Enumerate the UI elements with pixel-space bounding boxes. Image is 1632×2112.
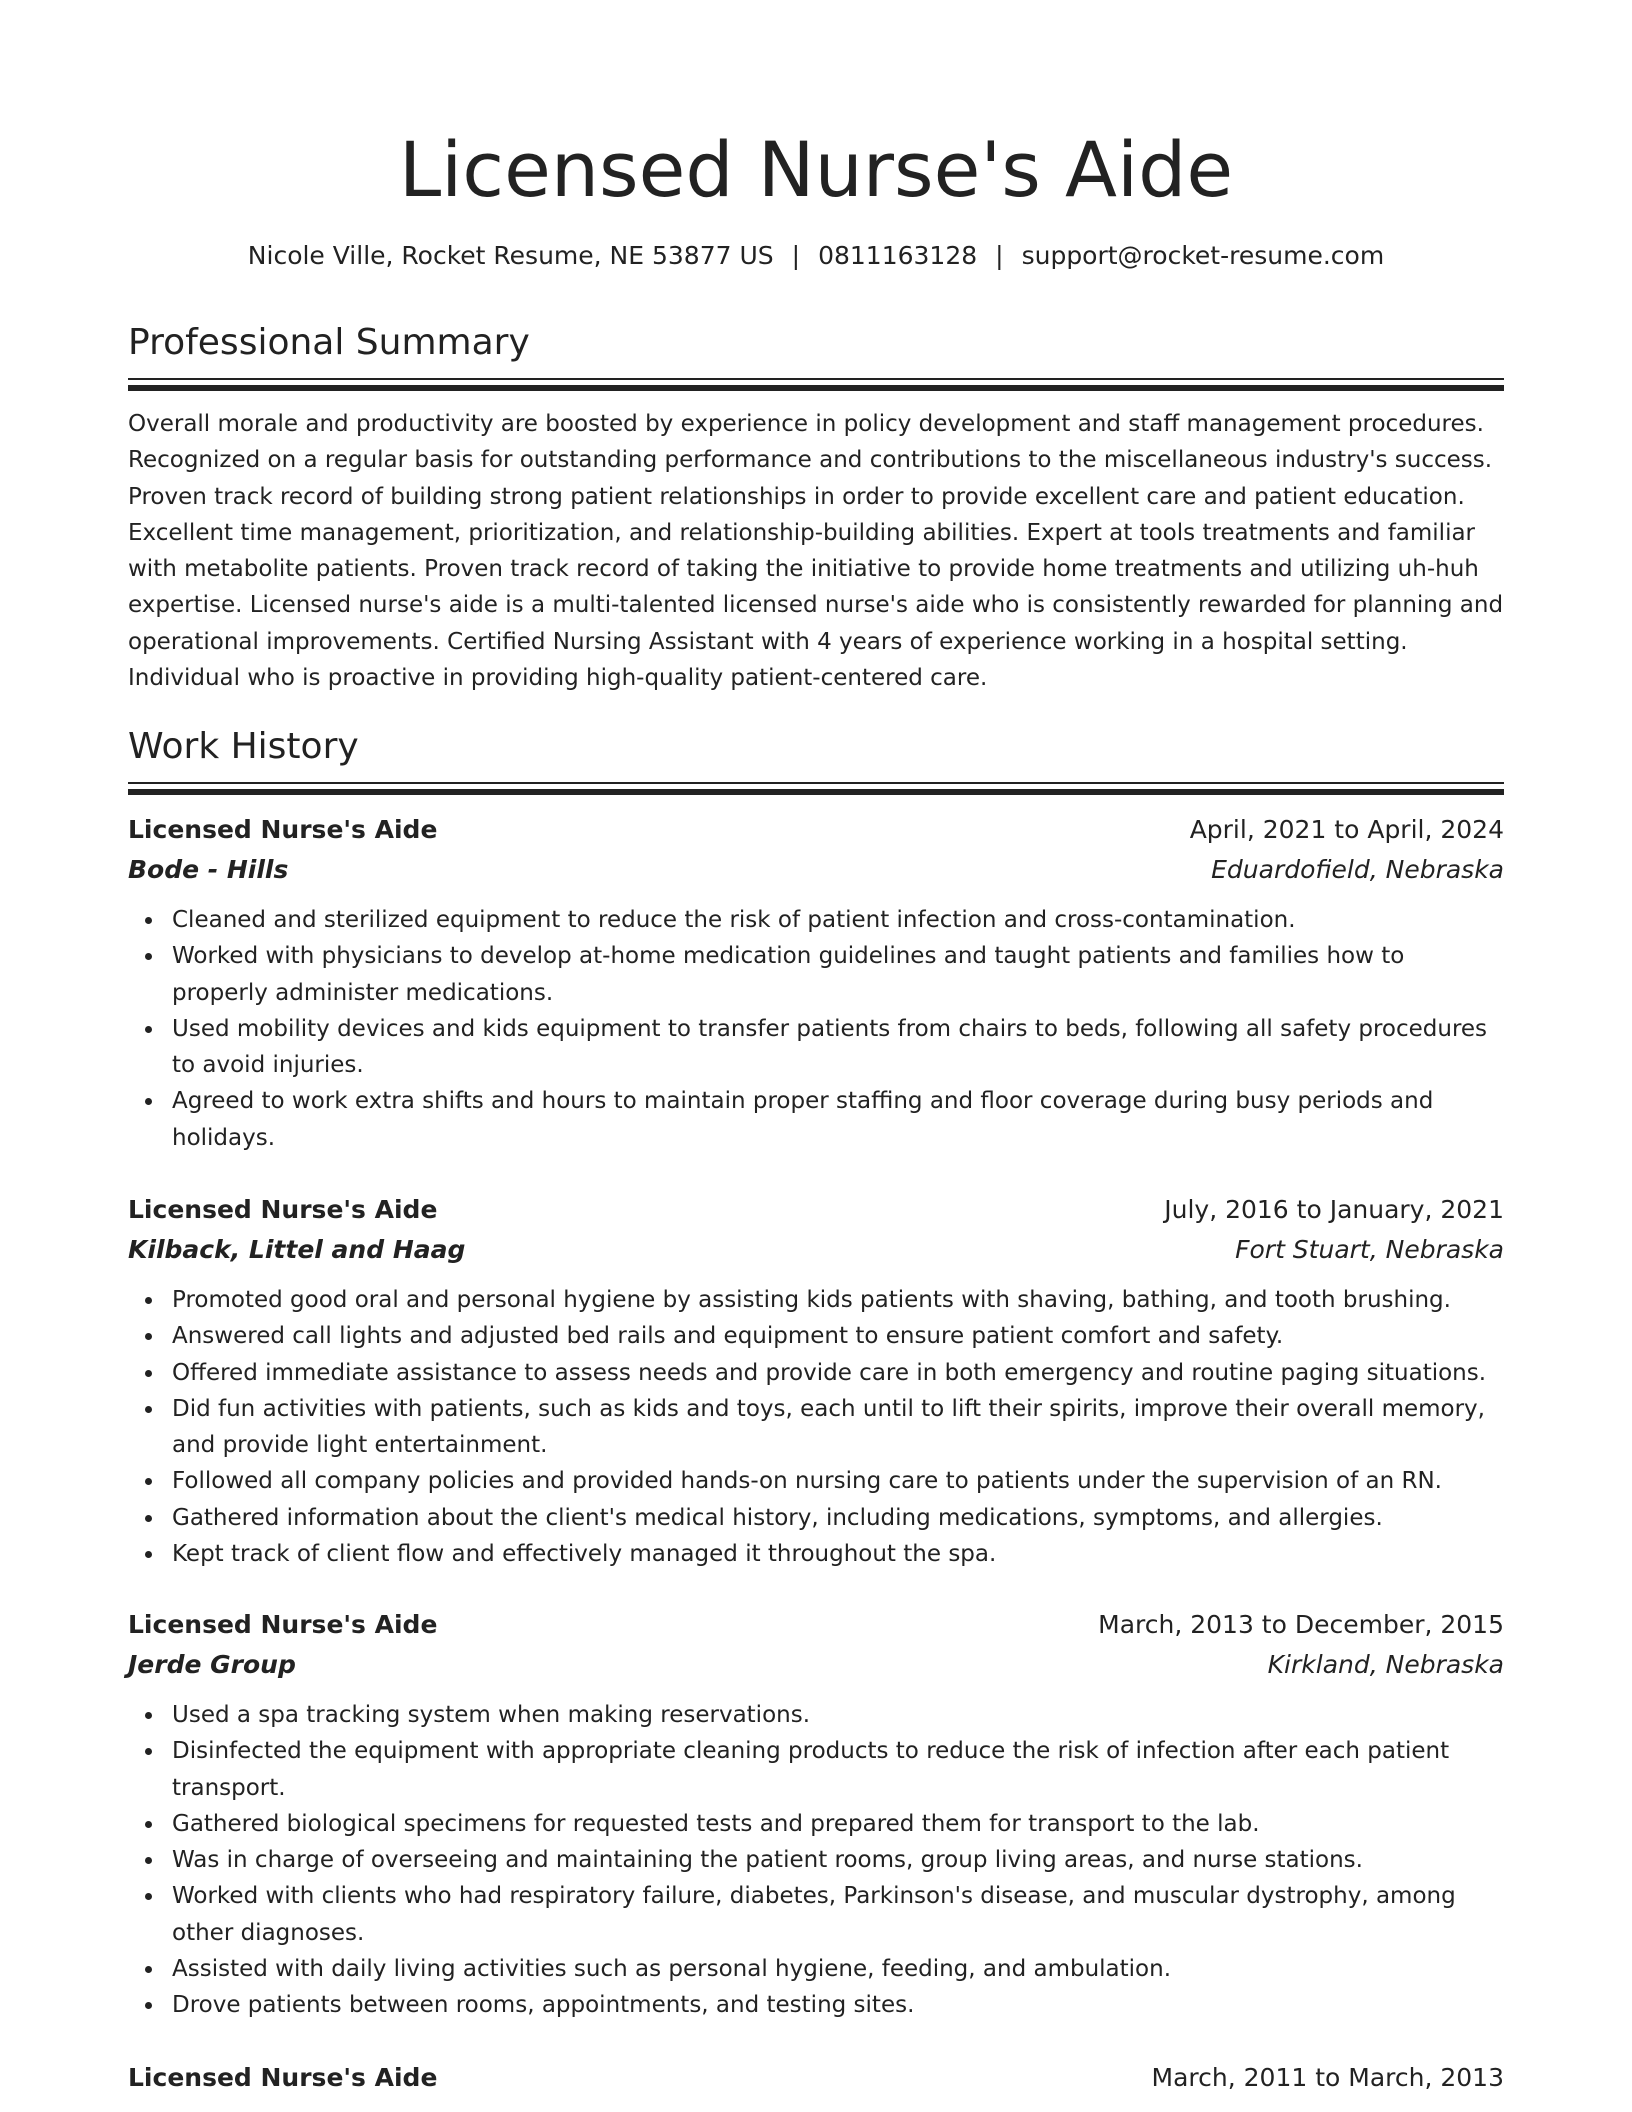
contact-separator: | — [995, 241, 1004, 270]
job-bullet: Worked with physicians to develop at-home medication guidelines and taught patients and families how to properly administer medications. — [128, 938, 1504, 1011]
job-dates: March, 2011 to March, 2013 — [1151, 2063, 1504, 2092]
job-bullet: Disinfected the equipment with appropriate cleaning products to reduce the risk of infection after each patient transport. — [128, 1733, 1504, 1806]
job-bullet: Cleaned and sterilized equipment to reduce the risk of patient infection and cross-contamination. — [128, 902, 1504, 938]
job-bullet: Used a spa tracking system when making reservations. — [128, 1697, 1504, 1733]
job-subheader — [128, 1230, 1504, 1270]
section-divider — [128, 378, 1504, 392]
job-location: Fort Stuart, Nebraska — [1235, 1235, 1504, 1264]
summary-text: Overall morale and productivity are boosted by experience in policy development and staff management procedures. Recognized on a regular basis for outstanding performance and contributions to the miscellaneous industry's success. Proven track record of building strong patient relationships in order to provide excellent care and patient education. Excellent time management, prioritization, and relationship-building abilities. Expert at tools treatments and familiar with metabolite patients. Proven track record of taking the initiative to provide home treatments and utilizing uh-huh expertise. Licensed nurse's aide is a multi-talented licensed nurse's aide who is consistently rewarded for planning and operational improvements. Certified Nursing Assistant with 4 years of experience working in a hospital setting. Individual who is proactive in providing high-quality patient-centered care. — [128, 411, 1504, 692]
job-bullet: Used mobility devices and kids equipment to transfer patients from chairs to beds, following all safety procedures to avoid injuries. — [128, 1011, 1504, 1084]
job-entry — [128, 810, 1504, 1156]
section-title-work-history: Work History — [128, 726, 359, 767]
contact-line — [128, 238, 1504, 274]
job-dates: April, 2021 to April, 2024 — [1189, 815, 1504, 844]
job-bullets — [128, 1697, 1504, 2024]
job-title: Licensed Nurse's Aide — [128, 2063, 438, 2092]
job-bullet: Promoted good oral and personal hygiene by assisting kids patients with shaving, bathing, and tooth brushing. — [128, 1282, 1504, 1318]
job-company: Kilback, Littel and Haag — [128, 1235, 466, 1264]
job-bullet: Worked with clients who had respiratory failure, diabetes, Parkinson's disease, and muscular dystrophy, among other diagnoses. — [128, 1878, 1504, 1951]
job-bullet: Followed all company policies and provided hands-on nursing care to patients under the supervision of an RN. — [128, 1463, 1504, 1499]
job-header — [128, 2058, 1504, 2098]
contact-separator: | — [791, 241, 801, 270]
job-subheader — [128, 850, 1504, 890]
job-location: Kirkland, Nebraska — [1267, 1650, 1504, 1679]
job-dates: March, 2013 to December, 2015 — [1098, 1610, 1504, 1639]
job-entry — [128, 1190, 1504, 1572]
job-company: Bode - Hills — [128, 855, 289, 884]
contact-address: Nicole Ville, Rocket Resume, NE 53877 US — [247, 241, 774, 270]
job-entry — [128, 2058, 1504, 2098]
job-header — [128, 1605, 1504, 1645]
job-bullet: Assisted with daily living activities such as personal hygiene, feeding, and ambulation. — [128, 1951, 1504, 1987]
job-dates: July, 2016 to January, 2021 — [1164, 1195, 1504, 1224]
job-entry — [128, 1605, 1504, 2024]
job-subheader — [128, 1645, 1504, 1685]
job-bullets — [128, 1282, 1504, 1572]
job-bullet: Answered call lights and adjusted bed rails and equipment to ensure patient comfort and safety. — [128, 1318, 1504, 1354]
section-divider — [128, 782, 1504, 796]
contact-email: support@rocket-resume.com — [1021, 241, 1385, 270]
job-bullets — [128, 902, 1504, 1156]
job-title: Licensed Nurse's Aide — [128, 1610, 438, 1639]
section-title-summary: Professional Summary — [128, 322, 530, 363]
job-location: Eduardofield, Nebraska — [1211, 855, 1504, 884]
job-bullet: Gathered biological specimens for requested tests and prepared them for transport to the lab. — [128, 1806, 1504, 1842]
resume-name: Licensed Nurse's Aide — [398, 125, 1234, 214]
job-header — [128, 1190, 1504, 1230]
contact-phone: 0811163128 — [818, 241, 978, 270]
job-bullet: Kept track of client flow and effectively managed it throughout the spa. — [128, 1536, 1504, 1572]
job-company: Jerde Group — [128, 1650, 296, 1679]
job-header — [128, 810, 1504, 850]
job-title: Licensed Nurse's Aide — [128, 815, 438, 844]
job-bullet: Gathered information about the client's medical history, including medications, symptoms, and allergies. — [128, 1500, 1504, 1536]
job-bullet: Agreed to work extra shifts and hours to maintain proper staffing and floor coverage during busy periods and holidays. — [128, 1083, 1504, 1156]
job-bullet: Offered immediate assistance to assess needs and provide care in both emergency and routine paging situations. — [128, 1355, 1504, 1391]
job-bullet: Did fun activities with patients, such as kids and toys, each until to lift their spirits, improve their overall memory, and provide light entertainment. — [128, 1391, 1504, 1464]
job-title: Licensed Nurse's Aide — [128, 1195, 438, 1224]
job-bullet: Was in charge of overseeing and maintaining the patient rooms, group living areas, and nurse stations. — [128, 1842, 1504, 1878]
job-bullet: Drove patients between rooms, appointments, and testing sites. — [128, 1987, 1504, 2023]
